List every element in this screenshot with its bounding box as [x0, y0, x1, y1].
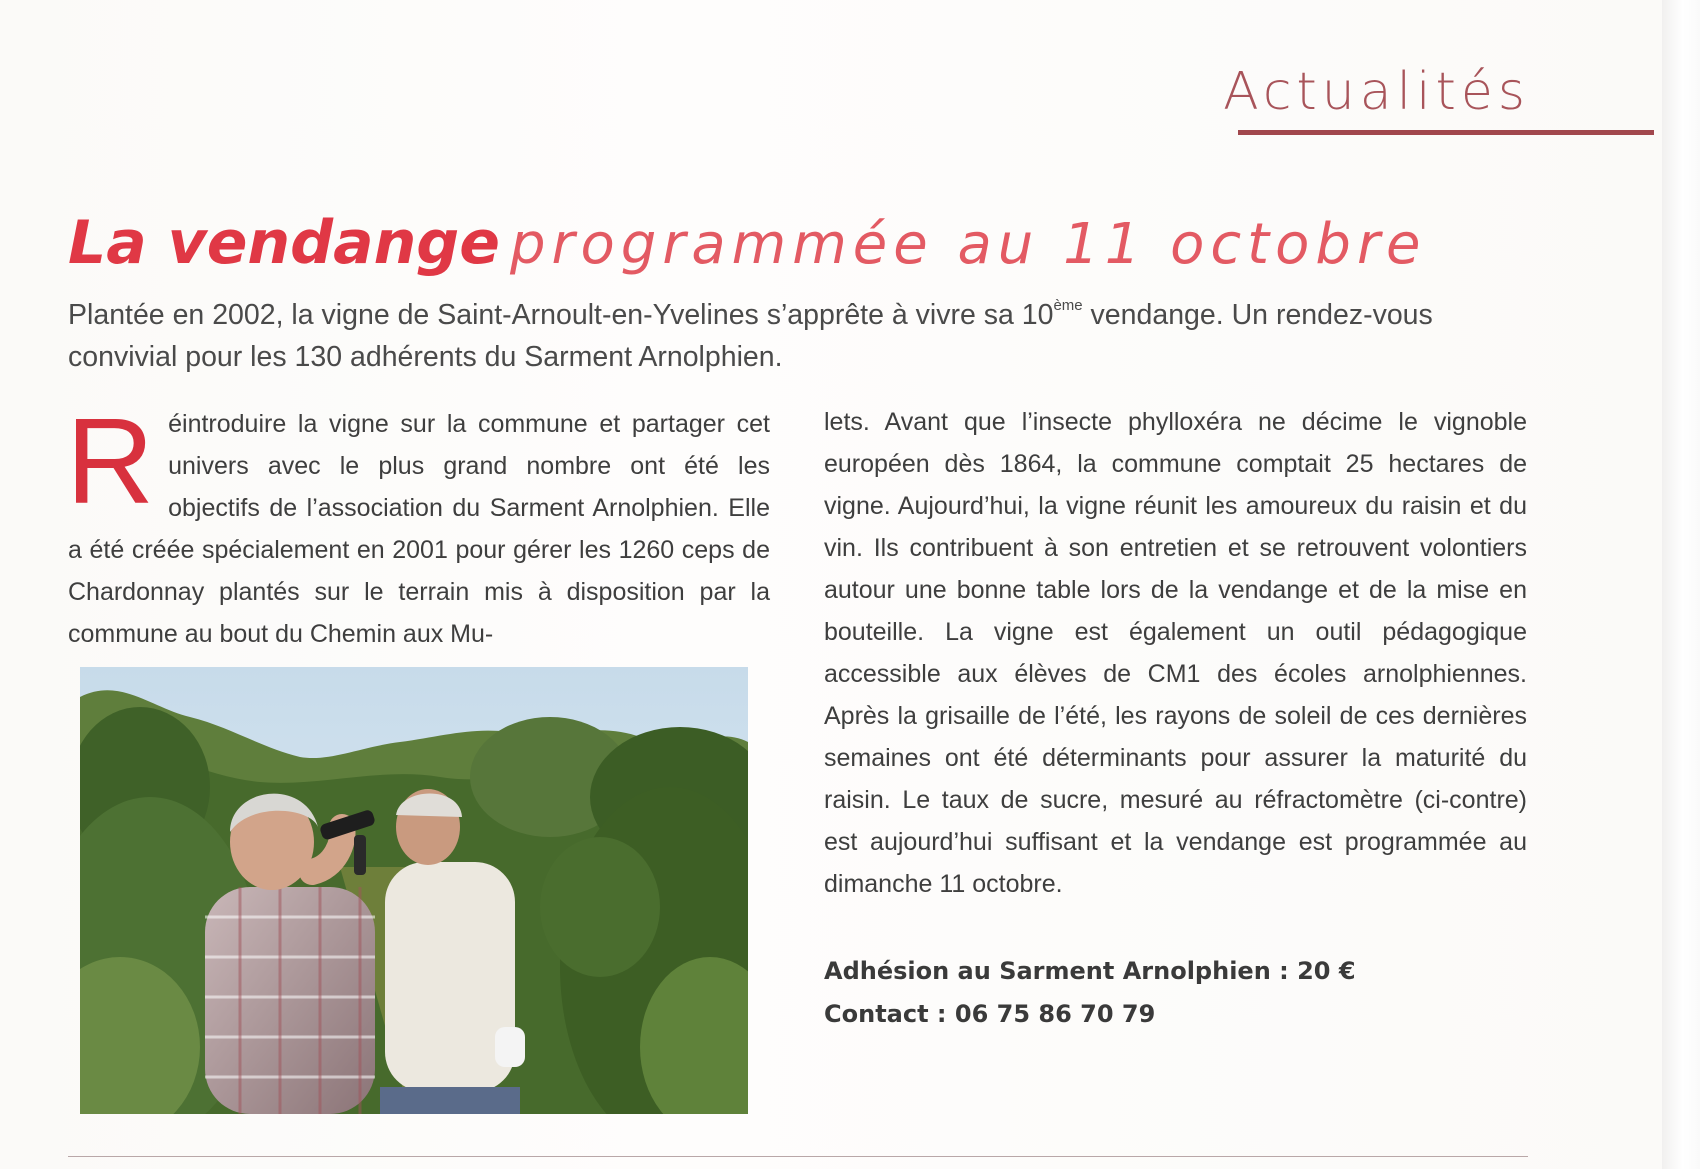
contact-block [824, 950, 1524, 1036]
section-label: Actualités [1223, 62, 1530, 122]
intro-text-end: vendange. Un rendez-vous convivial pour les 130 adhérents du Sarment Arnolphien. [68, 299, 1433, 373]
article-column-right [824, 401, 1527, 905]
left-column-text: éintroduire la vigne sur la commune et partager cet univers avec le plus grand nombre ont été les objectifs de l’association du Sarment Arnolphien. Elle a été créée spécialement en 2001 pour gérer les 1260 ceps de Chardonnay plantés sur le terrain mis à disposition par la commune au bout du Chemin aux Mu- [68, 410, 770, 648]
article-title-bold: La vendange [68, 208, 500, 278]
right-column-text: lets. Avant que l’insecte phylloxéra ne décime le vignoble européen dès 1864, la commune comptait 25 hectares de vigne. Aujourd’hui, la vigne réunit les amoureux du raisin et du vin. Ils contribuent à son entretien et se retrouvent volontiers autour une bonne table lors de la vendange et de la mise en bouteille. La vigne est également un outil pédagogique accessible aux élèves de CM1 des écoles arnolphiennes. Après la grisaille de l’été, les rayons de soleil de ces dernières semaines ont été déterminants pour assurer la maturité du raisin. Le taux de sucre, mesuré au réfractomètre (ci-contre) est aujourd’hui suffisant et la vendange est programmée au dimanche 11 octobre. [824, 408, 1527, 898]
article-title [68, 208, 1568, 278]
membership-fee: Adhésion au Sarment Arnolphien : 20 € [824, 957, 1356, 985]
article-intro [68, 294, 1538, 378]
section-rule [1238, 130, 1654, 135]
intro-text-start: Plantée en 2002, la vigne de Saint-Arnoult-en-Yvelines s’apprête à vivre sa 10 [68, 299, 1054, 331]
intro-superscript: ème [1053, 297, 1083, 314]
drop-cap: R [66, 393, 155, 529]
bottom-rule [68, 1156, 1528, 1157]
article-photo [80, 667, 748, 1114]
contact-phone: Contact : 06 75 86 70 79 [824, 1000, 1156, 1028]
page-edge [1662, 0, 1700, 1169]
article-title-rest: programmée au 11 octobre [509, 212, 1427, 277]
article-column-left [66, 393, 770, 655]
